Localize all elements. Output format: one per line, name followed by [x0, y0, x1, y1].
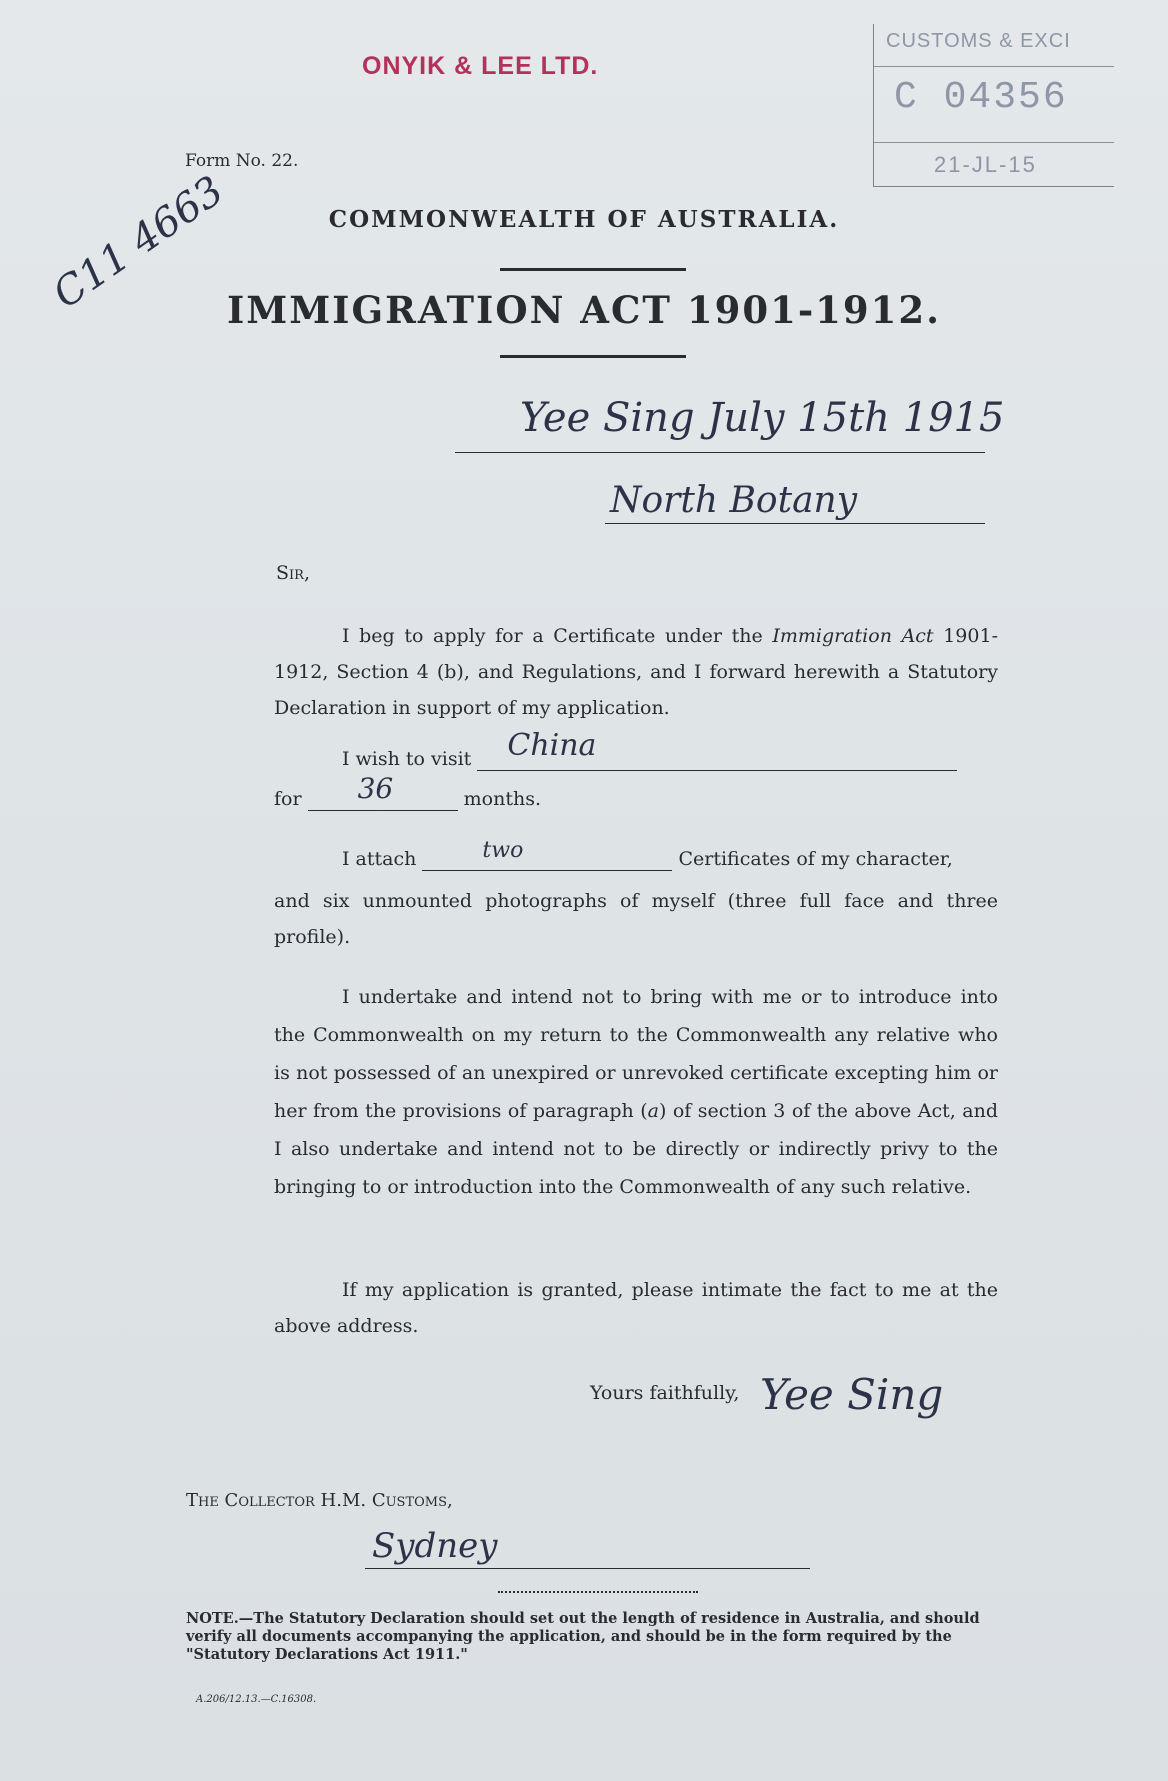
form-number: Form No. 22. [185, 151, 299, 171]
months-label: months. [463, 788, 542, 810]
attach-label: I attach [342, 848, 417, 870]
margin-file-note: C11 4663 [45, 167, 232, 318]
para3-text-a: I undertake and intend not to bring with me or to introduce into the Commonwealth on my return to the Commonwealth any relative who is not possessed of an unexpired or unrevoked certificate excepting him or her from the provisions of paragraph ( [274, 986, 998, 1122]
months-field [308, 772, 458, 811]
paragraph-undertaking [274, 978, 998, 1206]
visit-field [477, 728, 957, 771]
print-code: A.206/12.13.—C.16308. [196, 1694, 317, 1705]
para1-text-b: 1901-1912, Section 4 (b), and Regulations, and I forward herewith a Statutory Declaration in support of my application. [274, 625, 998, 719]
visit-row [342, 728, 957, 771]
signature: Yee Sing [760, 1370, 944, 1419]
for-label: for [274, 788, 302, 810]
footnote: NOTE.—The Statutory Declaration should set out the length of residence in Australia, and should verify all documents accompanying the application, and should be in the form required by the "Statutory Declarations Act 1911." [186, 1610, 980, 1663]
customs-stamp-date: 21-JL-15 [934, 152, 1037, 177]
customs-stamp [873, 24, 1114, 187]
para3-text-b: ) of section 3 of the above Act, and I also undertake and intend not to be directly or indirectly privy to the bringing to or introduction into the Commonwealth of any such relative. [274, 1100, 998, 1198]
collector-place: Sydney [372, 1526, 498, 1566]
handwritten-address: North Botany [610, 480, 858, 521]
customs-stamp-number: C 04356 [894, 76, 1068, 119]
para1-act-name: Immigration Act [772, 625, 934, 647]
collector-address: The Collector H.M. Customs, [186, 1490, 453, 1511]
for-row [274, 772, 542, 811]
certificates-field [422, 838, 672, 871]
customs-stamp-heading: CUSTOMS & EXCI [886, 30, 1071, 52]
divider-rule [500, 355, 686, 358]
ornamental-divider [498, 1585, 698, 1593]
agent-stamp: ONYIK & LEE LTD. [362, 52, 599, 80]
attach-row [342, 838, 953, 871]
act-title: IMMIGRATION ACT 1901-1912. [226, 288, 942, 332]
para3-italic: a [647, 1100, 659, 1122]
attach-tail: Certificates of my character, [678, 848, 953, 870]
paragraph-application [274, 618, 998, 726]
divider-rule [500, 268, 686, 271]
collector-line [365, 1568, 810, 1569]
certificates-value: two [482, 838, 524, 863]
paragraph-photographs: and six unmounted photographs of myself (three full face and three profile). [274, 890, 998, 948]
paragraph-request: If my application is granted, please intimate the fact to me at the above address. [274, 1279, 998, 1337]
months-value: 36 [357, 772, 394, 805]
salutation: Sir, [276, 562, 310, 584]
address-line-1 [455, 452, 985, 453]
visit-label: I wish to visit [342, 748, 472, 770]
handwritten-name-date: Yee Sing July 15th 1915 [520, 395, 1005, 441]
para1-text-a: I beg to apply for a Certificate under the [342, 625, 773, 647]
commonwealth-heading: COMMONWEALTH OF AUSTRALIA. [328, 206, 840, 233]
visit-value: China [507, 728, 597, 763]
closing: Yours faithfully, [590, 1382, 740, 1404]
address-line-2 [605, 523, 985, 524]
